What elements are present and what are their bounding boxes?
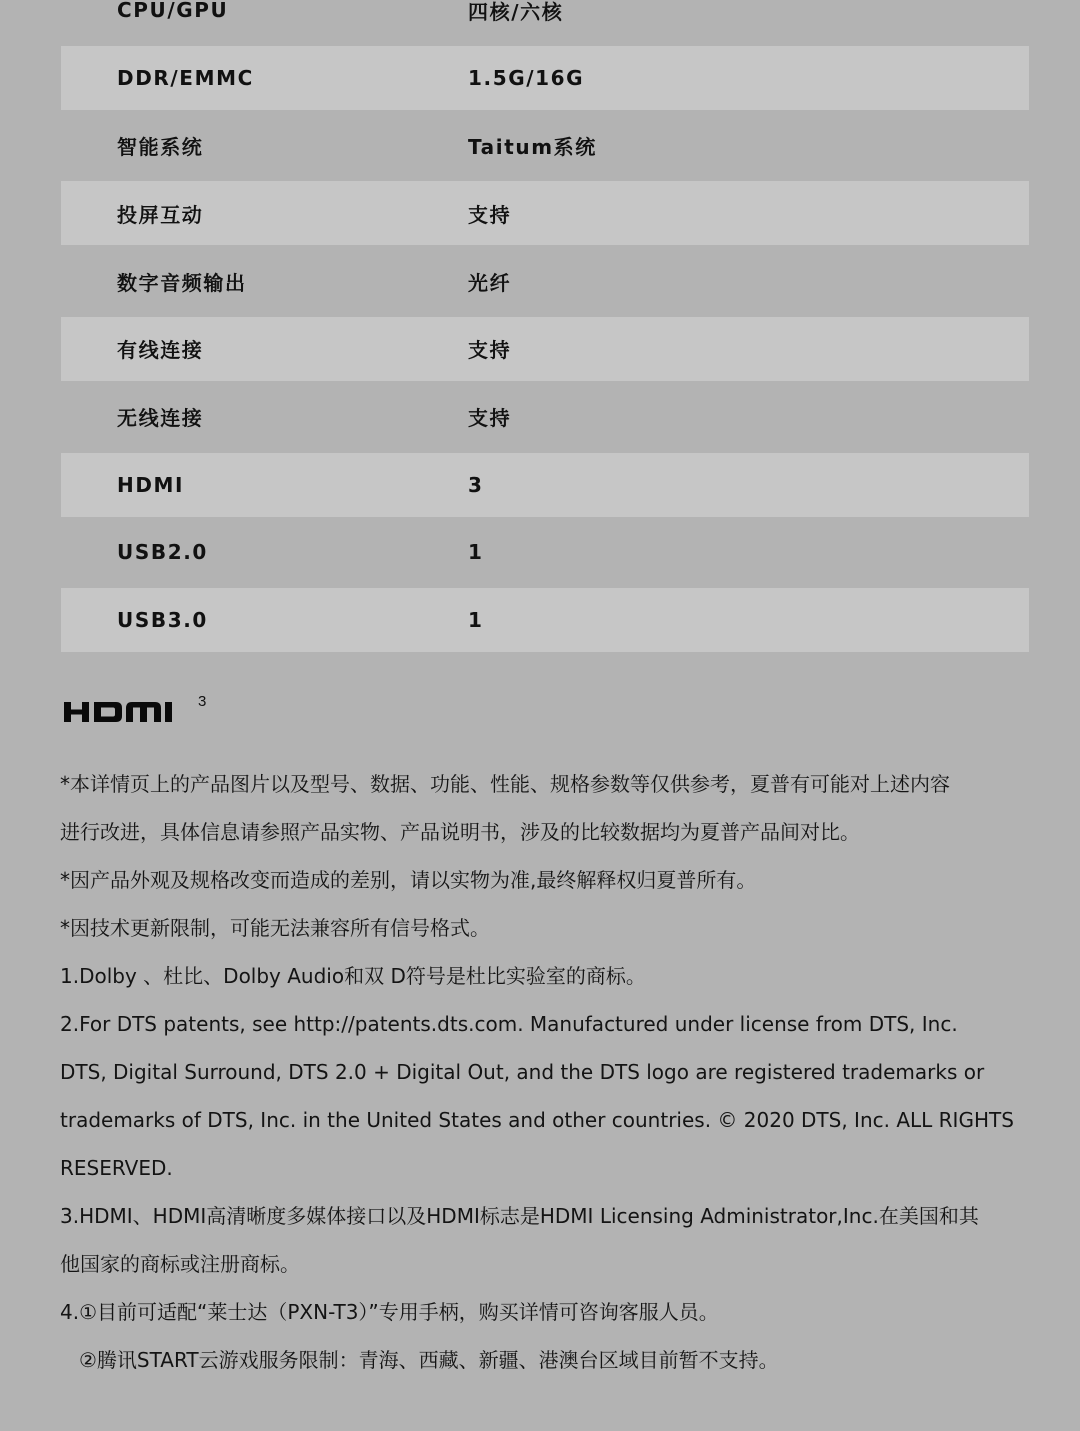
note-line: *本详情页上的产品图片以及型号、数据、功能、性能、规格参数等仅供参考，夏普有可能对上述内容 (60, 772, 950, 796)
note-line: 4.①目前可适配“莱士达（PXN-T3）”专用手柄，购买详情可咨询客服人员。 (60, 1300, 719, 1324)
hdmi-logo-icon (64, 690, 214, 730)
spec-value: 1.5G/16G (468, 65, 585, 90)
note-line: *因产品外观及规格改变而造成的差别，请以实物为准,最终解释权归夏普所有。 (60, 868, 757, 892)
spec-value: 1 (468, 608, 484, 633)
spec-value: Taitum系统 (468, 135, 597, 160)
spec-row-hdmi (61, 453, 1029, 517)
note-line: trademarks of DTS, Inc. in the United States and other countries. © 2020 DTS, Inc. ALL RIGHTS (60, 1108, 1014, 1132)
note-line: DTS, Digital Surround, DTS 2.0 + Digital Out, and the DTS logo are registered trademarks or (60, 1060, 985, 1084)
spec-value: 光纤 (468, 270, 512, 295)
spec-value: 支持 (468, 338, 512, 363)
spec-value: 3 (468, 472, 484, 497)
spec-label: HDMI (117, 472, 185, 497)
spec-row-usb2 (61, 520, 1029, 584)
spec-row-usb3 (61, 588, 1029, 652)
spec-row-digital-audio (61, 249, 1029, 313)
note-line: ②腾讯START云游戏服务限制：青海、西藏、新疆、港澳台区域目前暂不支持。 (79, 1348, 779, 1372)
spec-row-cpu-gpu (61, 0, 1029, 42)
legal-notes (60, 760, 1040, 1384)
note-line: 1.Dolby 、杜比、Dolby Audio和双 D符号是杜比实验室的商标。 (60, 964, 646, 988)
spec-label: 智能系统 (117, 135, 204, 160)
spec-value: 支持 (468, 202, 512, 227)
spec-label: 数字音频输出 (117, 270, 247, 295)
note-line: 他国家的商标或注册商标。 (60, 1252, 300, 1276)
spec-row-smart-system (61, 114, 1029, 178)
spec-row-wired (61, 317, 1029, 381)
spec-label: CPU/GPU (117, 0, 229, 22)
spec-label: USB3.0 (117, 608, 208, 633)
spec-row-wireless (61, 385, 1029, 449)
spec-table (61, 0, 1029, 656)
note-line: 进行改进，具体信息请参照产品实物、产品说明书，涉及的比较数据均为夏普产品间对比。 (60, 820, 860, 844)
spec-label: 投屏互动 (117, 202, 204, 227)
spec-row-screen-cast (61, 181, 1029, 245)
spec-value: 1 (468, 540, 484, 565)
hdmi-logo (64, 690, 214, 730)
spec-label: USB2.0 (117, 540, 208, 565)
spec-label: 无线连接 (117, 406, 204, 431)
note-line: 2.For DTS patents, see http://patents.dts.com. Manufactured under license from DTS, Inc. (60, 1012, 958, 1036)
spec-value: 四核/六核 (468, 0, 564, 24)
note-line: *因技术更新限制，可能无法兼容所有信号格式。 (60, 916, 490, 940)
spec-label: DDR/EMMC (117, 65, 254, 90)
note-line: RESERVED. (60, 1156, 173, 1180)
hdmi-superscript: 3 (198, 693, 207, 710)
spec-row-ddr-emmc (61, 46, 1029, 110)
spec-label: 有线连接 (117, 338, 204, 363)
spec-value: 支持 (468, 406, 512, 431)
note-line: 3.HDMI、HDMI高清晰度多媒体接口以及HDMI标志是HDMI Licensing Administrator,Inc.在美国和其 (60, 1204, 979, 1228)
